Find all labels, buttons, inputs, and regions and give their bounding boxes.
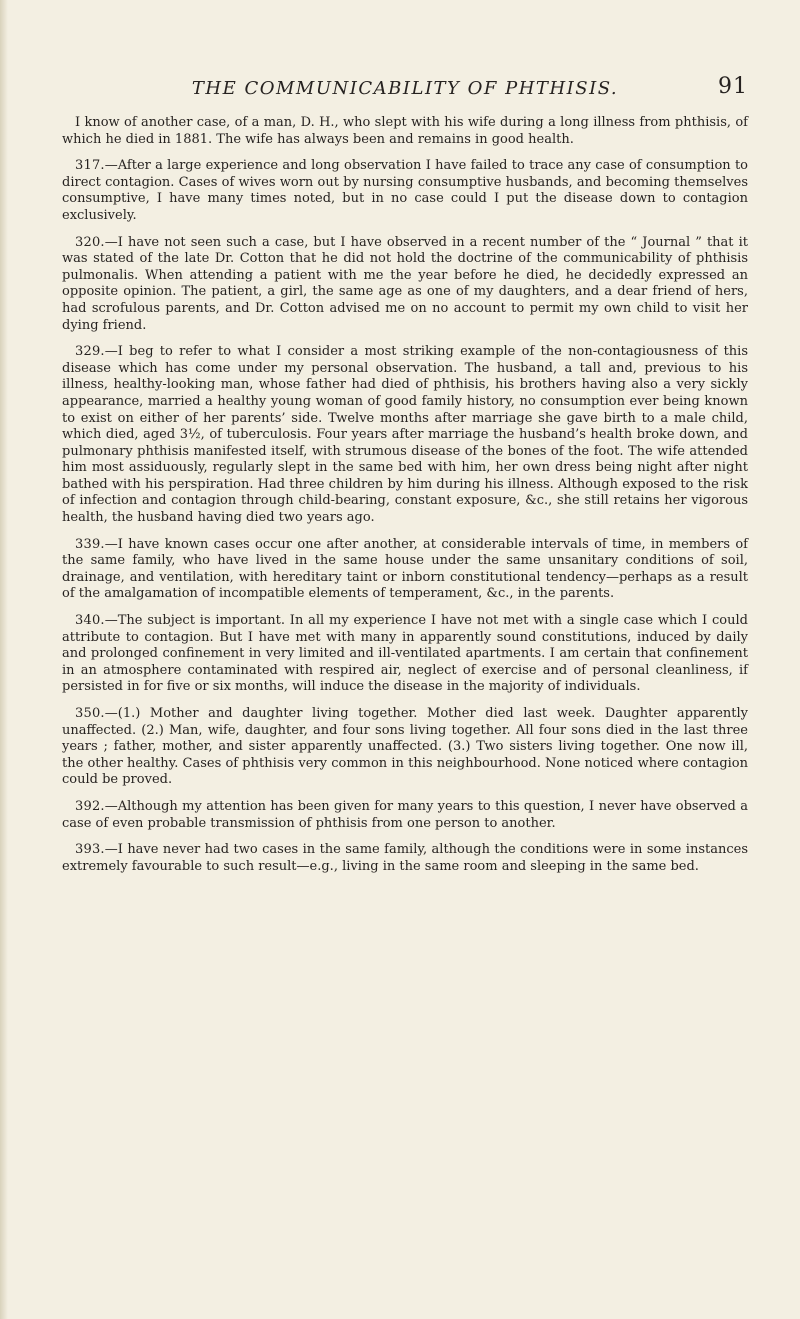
paragraph-text: —The subject is important. In all my experience I have not met with a single case which I could attribute to contagion. But I have met with many in apparently sound constitutions, induced by daily and prolonged confinement in very limited and ill-ventilated apartments. I am certain that confinement in an atmosphere contaminated with respired air, neglect of exercise and of personal cleanliness, if persisted in for five or six months, will induce the disease in the majority of individuals.	[62, 613, 748, 695]
paragraph-number: 320.	[75, 234, 105, 250]
paragraph-number: 350.	[75, 706, 105, 721]
page-header	[62, 74, 748, 104]
paragraph-text: —I have never had two cases in the same family, although the conditions were in some instances extremely favourable to such result—e.g., living in the same room and sleeping in the same bed.	[62, 842, 748, 874]
paragraph-text: —I have known cases occur one after another, at considerable intervals of time, in members of the same family, who have lived in the same house under the same unsanitary conditions of soil, drainage, and ventilation, with hereditary taint or inborn constitutional tendency—perhaps as a result of the amalgamation of incompatible elements of temperament, &c., in the parents.	[62, 536, 748, 602]
paragraph-text: —Although my attention has been given for many years to this question, I never have observed a case of even probable transmission of phthisis from one person to another.	[62, 798, 748, 831]
paragraph-text: —I beg to refer to what I consider a most striking example of the non-contagiousness of this disease which has come under my personal observation. The husband, a tall and, previous to his illness, healthy-looking man, whose father had died of phthisis, his brothers having also a very sickly appearance, married a healthy young woman of good family history, no consumption ever being known to exist on either of her parents’ side. Twelve months after marriage she gave birth to a male child, which died, aged 3½, of tuberculosis. Four years after marriage the husband’s health broke down, and pulmonary phthisis manifested itself, with strumous disease of the bones of the foot. The wife attended him most assiduously, regularly slept in the same bed with him, her own dress being night after night bathed with his perspiration. Had three children by him during his illness. Although exposed to the risk of infection and contagion through child-bearing, constant exposure, &c., she still retains her vigorous health, the husband having died two years ago.	[62, 344, 748, 526]
paragraph-number: 339.	[75, 536, 105, 552]
paragraph	[62, 235, 748, 335]
paragraph	[62, 158, 748, 224]
paragraph-text: —After a large experience and long observation I have failed to trace any case of consumption to direct contagion. Cases of wives worn out by nursing consumptive husbands, and becoming themselves consumptive, I have many times noted, but in no case could I put the disease down to contagion exclusively.	[62, 158, 748, 223]
running-head: THE COMMUNICABILITY OF PHTHISIS.	[191, 78, 619, 99]
paragraph-number: 340.	[75, 613, 105, 629]
paragraph	[62, 842, 748, 875]
body-text	[62, 115, 748, 885]
paragraph	[62, 613, 748, 696]
paragraph	[62, 537, 748, 603]
paragraph	[62, 344, 748, 527]
paragraph-number: 329.	[75, 344, 105, 360]
paragraph	[62, 799, 748, 832]
paragraph-number: 317.	[75, 158, 105, 174]
paragraph-text: I know of another case, of a man, D. H., who slept with his wife during a long illness from phthisis, of which he died in 1881. The wife has always been and remains in good health.	[62, 115, 748, 147]
paragraph	[62, 115, 748, 148]
paragraph	[62, 706, 748, 789]
paragraph-text: —I have not seen such a case, but I have observed in a recent number of the “ Journal ” that it was stated of the late Dr. Cotton that he did not hold the doctrine of the communicability of phthisis pulmonalis. When attending a patient with me the year before he died, he decidedly expressed an opposite opinion. The patient, a girl, the same age as one of my daughters, and a dear friend of hers, had scrofulous parents, and Dr. Cotton advised me on no account to permit my own child to visit her dying friend.	[62, 234, 748, 333]
paragraph-text: —(1.) Mother and daughter living together. Mother died last week. Daughter apparently unaffected. (2.) Man, wife, daughter, and four sons living together. All four sons died in the last three years ; father, mother, and sister apparently unaffected. (3.) Two sisters living together. One now ill, the other healthy. Cases of phthisis very common in this neighbourhood. None noticed where contagion could be proved.	[62, 706, 748, 788]
paragraph-number: 392.	[75, 798, 105, 814]
paragraph-number: 393.	[75, 842, 105, 858]
page-number: 91	[718, 74, 748, 99]
